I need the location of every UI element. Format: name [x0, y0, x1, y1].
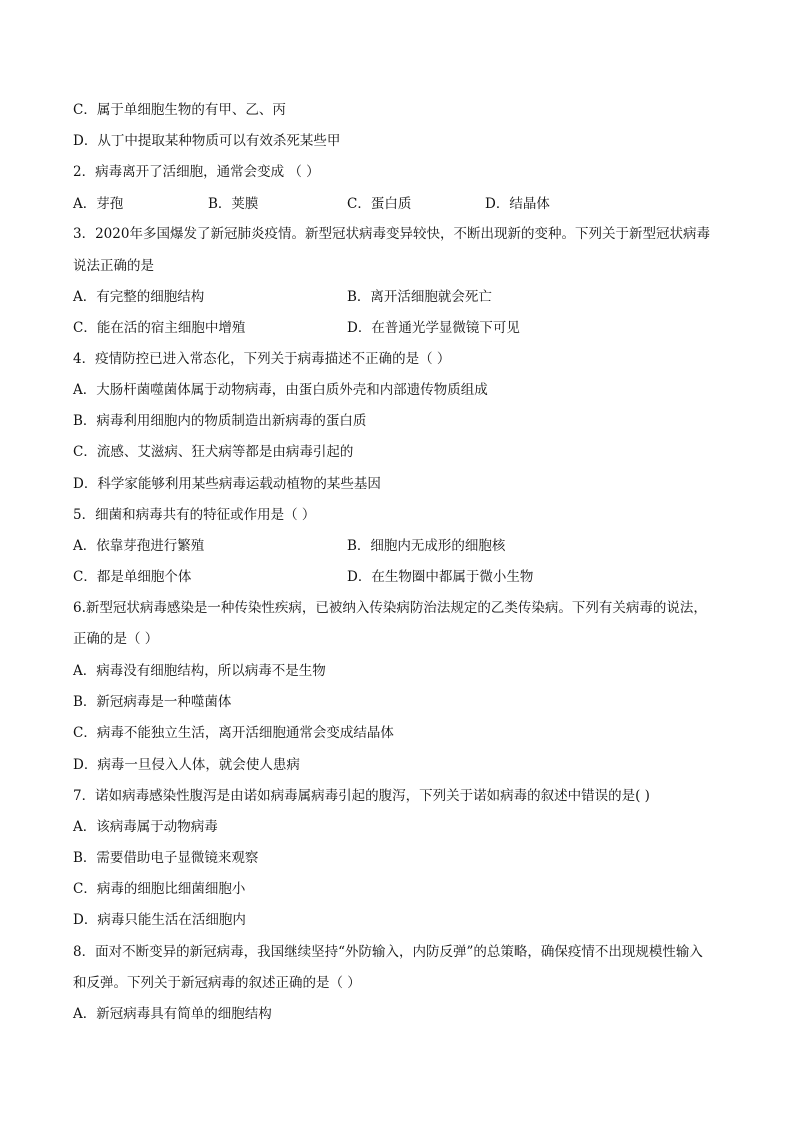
q4-option-b: B．病毒利用细胞内的物质制造出新病毒的蛋白质 [73, 413, 367, 429]
q4-option-d: D．科学家能够利用某些病毒运载动植物的某些基因 [73, 476, 381, 492]
q7-option-b: B．需要借助电子显微镜来观察 [73, 850, 259, 866]
q3-option-a: A．有完整的细胞结构 [73, 289, 205, 305]
q7-option-a: A．该病毒属于动物病毒 [73, 819, 218, 835]
q3-option-c: C．能在活的宿主细胞中增殖 [73, 320, 246, 336]
q2-option-a: A．芽孢 [73, 196, 124, 212]
q6-option-c: C．病毒不能独立生活，离开活细胞通常会变成结晶体 [73, 725, 394, 741]
q6-option-d: D．病毒一旦侵入人体，就会使人患病 [73, 757, 300, 773]
q3-stem-line1: 3．2020年多国爆发了新冠肺炎疫情。新型冠状病毒变异较快，不断出现新的变种。下列关于新型冠状病毒 [73, 226, 710, 242]
q5-option-a: A．依靠芽孢进行繁殖 [73, 538, 205, 554]
q7-option-d: D．病毒只能生活在活细胞内 [73, 912, 246, 928]
q6-option-a: A．病毒没有细胞结构，所以病毒不是生物 [73, 663, 326, 679]
q6-stem-line1: 6.新型冠状病毒感染是一种传染性疾病，已被纳入传染病防治法规定的乙类传染病。下列有关病毒的说法， [73, 600, 707, 616]
q5-option-b: B．细胞内无成形的细胞核 [347, 538, 506, 554]
q4-stem: 4．疫情防控已进入常态化，下列关于病毒描述不正确的是（ ） [73, 351, 451, 367]
q4-option-c: C．流感、艾滋病、狂犬病等都是由病毒引起的 [73, 444, 354, 460]
q3-option-b: B．离开活细胞就会死亡 [347, 289, 492, 305]
q1-option-d: D．从丁中提取某种物质可以有效杀死某些甲 [73, 133, 341, 149]
q2-stem: 2．病毒离开了活细胞，通常会变成 （ ） [73, 164, 320, 180]
q5-stem: 5．细菌和病毒共有的特征或作用是（ ） [73, 507, 316, 523]
q5-option-c: C．都是单细胞个体 [73, 569, 192, 585]
q8-option-a: A．新冠病毒具有简单的细胞结构 [73, 1006, 272, 1022]
q2-option-c: C．蛋白质 [347, 196, 412, 212]
q6-option-b: B．新冠病毒是一种噬菌体 [73, 694, 232, 710]
q6-stem-line2: 正确的是（ ） [73, 631, 159, 647]
q8-stem-line2: 和反弹。下列关于新冠病毒的叙述正确的是（ ） [73, 975, 361, 991]
q5-option-d: D．在生物圈中都属于微小生物 [347, 569, 534, 585]
q3-option-d: D．在普通光学显微镜下可见 [347, 320, 520, 336]
q7-option-c: C．病毒的细胞比细菌细胞小 [73, 881, 246, 897]
q3-stem-line2: 说法正确的是 [73, 258, 154, 274]
q1-option-c: C．属于单细胞生物的有甲、乙、丙 [73, 102, 286, 118]
q2-option-b: B．荚膜 [208, 196, 259, 212]
q4-option-a: A．大肠杆菌噬菌体属于动物病毒，由蛋白质外壳和内部遗传物质组成 [73, 382, 488, 398]
q8-stem-line1: 8．面对不断变异的新冠病毒，我国继续坚持“外防输入，内防反弹”的总策略，确保疫情不出现规模性输入 [73, 944, 703, 960]
q7-stem: 7．诺如病毒感染性腹泻是由诺如病毒属病毒引起的腹泻，下列关于诺如病毒的叙述中错误的是( ) [73, 788, 650, 804]
q2-option-d: D．结晶体 [485, 196, 550, 212]
